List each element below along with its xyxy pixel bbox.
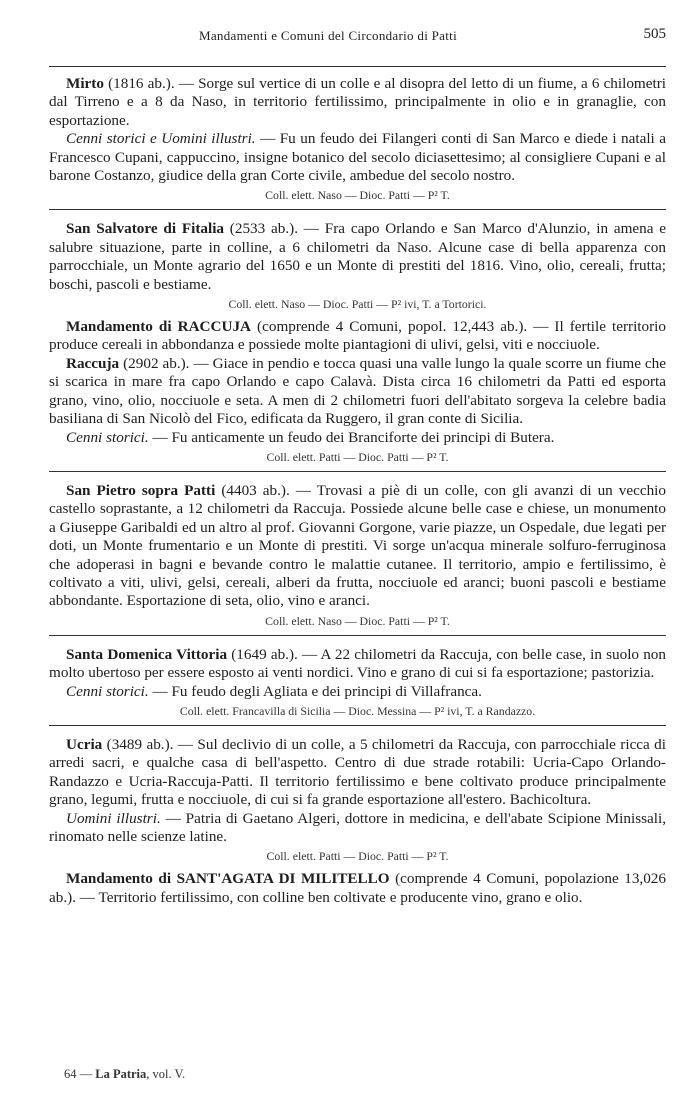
entry-name: Mirto: [66, 75, 104, 92]
entry-text: (2902 ab.). — Giace in pendio e tocca quasi una valle lungo la quale scorre un fiume che si scarica in mare fra capo Orlando e capo Calavà. Dista circa 16 chilometri da Patti ed esporta grano, vino, olio, nocciuole e seta. A men di 2 chilometri fuori dell'abitato sorgeva la celebre badia basiliana di San Nicolò del Fico, edificata da Ruggero, il gran conte di Sicilia.: [49, 354, 666, 428]
mandamento-text: (comprende 4 Comuni, popolazione 13,026 ab.). — Territorio fertilissimo, con colline ben coltivate e producente vino, grano e olio.: [49, 870, 666, 906]
mandamento-prefix: Mandamento di: [66, 870, 177, 888]
entry-name: Santa Domenica Vittoria: [66, 645, 228, 663]
note-text: — Fu anticamente un feudo dei Branciforte dei principi di Butera.: [148, 428, 555, 446]
collegio-line: Coll. elett. Naso — Dioc. Patti — P² T.: [265, 188, 450, 203]
entry-text: (4403 ab.). — Trovasi a piè di un colle, con gli avanzi di un vecchio castello soprastante, a 12 chilometri da Raccuja. Possiede alcune belle case e chiese, un monumento a Giuseppe Garibaldi ed un altro al prof. Giovanni Gorgone, varie piazze, un Ospedale, due legati per doti, un Monte frumentario e un Monte di prestiti. Vi sorge un'acqua minerale solfuro-ferruginosa che adoperasi in bagni e bevande contro le malattie cutanee. Il territorio, ampio e fertilissimo, è coltivato a viti, ulivi, gelsi, cereali, alberi da frutta, nocciuole ed aranci; buoni pascoli e bestiame abbondante. Esportazione di seta, olio, vino e aranci.: [49, 481, 666, 610]
entry-raccuja-notes: [49, 429, 666, 447]
note-text: — Patria di Gaetano Algeri, dottore in medicina, e dell'abate Scipione Minissali, rinomato nelle scienze latine.: [49, 809, 666, 845]
entry-text: (1649 ab.). — A 22 chilometri da Raccuja, con belle case, in suolo non molto ubertoso per essere esposto ai venti nordici. Vino e grano di cui si fa esportazione; pastorizia.: [49, 645, 666, 682]
collegio-line: Coll. elett. Naso — Dioc. Patti — P² T.: [265, 613, 450, 628]
mandamento-santagata: [49, 870, 666, 907]
divider: [49, 635, 666, 636]
mandamento-name: RACCUJA: [177, 318, 252, 336]
entry-santa-domenica-notes: [49, 683, 666, 701]
mandamento-raccuja: [49, 318, 666, 355]
entry-name: Ucria: [66, 735, 103, 753]
entry-name: San Salvatore di Fitalia: [66, 220, 225, 238]
work-title: La Patria: [95, 1067, 147, 1081]
note-label: Uomini illustri.: [66, 809, 161, 827]
running-head: [49, 26, 666, 67]
running-head-title: Mandamenti e Comuni del Circondario di Patti: [199, 28, 457, 43]
entry-name: San Pietro sopra Patti: [66, 481, 216, 499]
entry-san-pietro: [49, 482, 666, 611]
page-body: [49, 75, 666, 907]
mandamento-text: (comprende 4 Comuni, popol. 12,443 ab.). — Il fertile territorio produce cereali in abbondanza e possiede molte piantagioni di ulivi, gelsi, viti e nocciuole.: [49, 318, 666, 354]
divider: [49, 725, 666, 726]
divider: [49, 209, 666, 210]
entry-text: (2533 ab.). — Fra capo Orlando e San Marco d'Alunzio, in amena e salubre situazione, parte in colline, a 6 chilometri da Naso. Alcune case di bella apparenza con parrocchiale, un Monte agrario del 1650 e un Monte di prestiti del 1816. Vino, olio, cereali, frutta; boschi, pascoli e bestiame.: [49, 220, 666, 293]
note-text: — Fu un feudo dei Filangeri conti di San Marco e diede i natali a Francesco Cupani, cappuccino, insigne botanico del secolo diciasettesimo; al consigliere Cupani e al barone Costanzo, giudice della gran Corte civile, ambedue del secolo nostro.: [49, 130, 666, 185]
divider: [49, 471, 666, 472]
entry-ucria: [49, 736, 666, 810]
entry-name: Raccuja: [66, 354, 120, 372]
collegio-line: Coll. elett. Francavilla di Sicilia — Dioc. Messina — P² ivi, T. a Randazzo.: [179, 703, 536, 718]
note-label: Cenni storici.: [66, 682, 149, 700]
entry-text: (3489 ab.). — Sul declivio di un colle, a 5 chilometri da Raccuja, con parrocchiale ricca di arredi sacri, e qualche casa di bell'aspetto. Centro di due strade rotabili: Ucria-Capo Orlando-Randazzo e Ucria-Raccuja-Patti. Il territorio fertilissimo e bene coltivato produce principalmente grano, legumi, frutta e nocciuole, di cui si fa grande esportazione all'estero. Bachicoltura.: [49, 735, 666, 809]
page-number: 505: [643, 26, 666, 42]
volume-label: , vol. V.: [146, 1067, 186, 1081]
entry-mirto-notes: [49, 130, 666, 185]
collegio-line: Coll. elett. Patti — Dioc. Patti — P² T.: [266, 449, 449, 464]
entry-mirto: [49, 75, 666, 130]
page-footer: [64, 1067, 185, 1082]
note-label: Cenni storici.: [66, 428, 149, 446]
entry-raccuja: [49, 355, 666, 429]
entry-san-salvatore: [49, 220, 666, 294]
mandamento-prefix: Mandamento di: [66, 318, 178, 336]
mandamento-name: SANT'AGATA DI MILITELLO: [176, 870, 390, 888]
entry-ucria-notes: [49, 810, 666, 847]
entry-santa-domenica: [49, 646, 666, 683]
entry-text: (1816 ab.). — Sorge sul vertice di un colle e al disopra del letto di un fiume, a 6 chilometri dal Tirreno e a 8 da Naso, in territorio fertilissimo, principalmente in olio e in granaglie, con esportazione.: [49, 75, 666, 129]
note-label: Cenni storici e Uomini illustri.: [66, 130, 256, 148]
collegio-line: Coll. elett. Naso — Dioc. Patti — P² ivi, T. a Tortorici.: [228, 297, 487, 312]
footer-dash: —: [76, 1067, 96, 1081]
book-page: [49, 0, 666, 907]
note-text: — Fu feudo degli Agliata e dei principi di Villafranca.: [148, 682, 482, 700]
signature-mark: 64: [64, 1067, 77, 1081]
collegio-line: Coll. elett. Patti — Dioc. Patti — P² T.: [266, 849, 449, 864]
